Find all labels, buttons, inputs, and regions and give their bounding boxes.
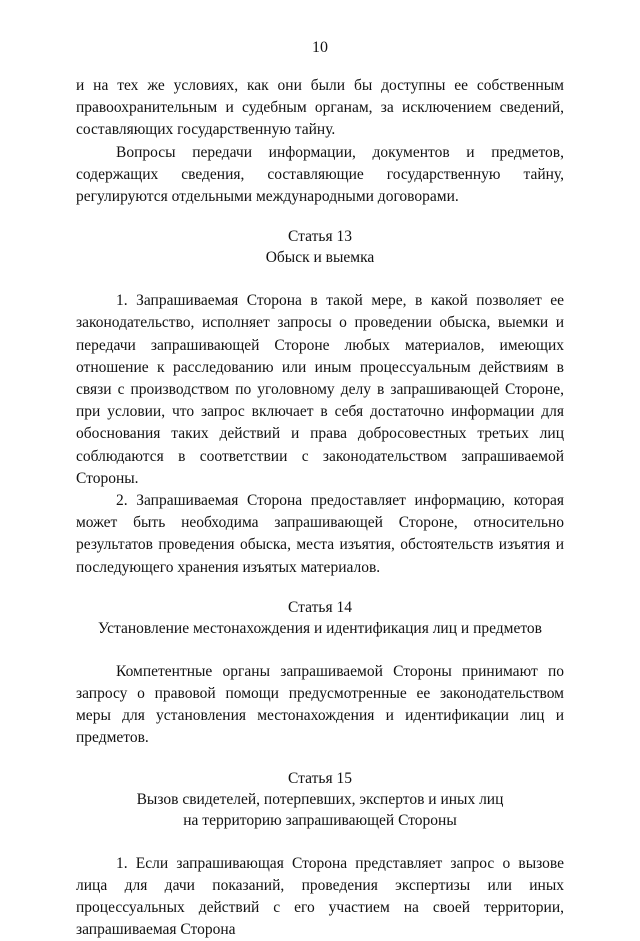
- article-14-heading: [76, 597, 564, 639]
- article-number: Статья 15: [288, 769, 352, 787]
- article-13-heading: [76, 226, 564, 268]
- paragraph: и на тех же условиях, как они были бы доступны ее собственным правоохранительным и судебным органам, за исключением сведений, составляющих государственную тайну.: [76, 77, 564, 139]
- paragraph: Вопросы передачи информации, документов и предметов, содержащих сведения, составляющие государственную тайну, регулируются отдельными международными договорами.: [76, 143, 564, 206]
- article-title: на территорию запрашивающей Стороны: [183, 811, 457, 829]
- paragraph: Компетентные органы запрашиваемой Стороны принимают по запросу о правовой помощи предусмотренные ее законодательством меры для установления местонахождения и идентификации лиц и предметов.: [76, 662, 564, 747]
- article-number: Статья 14: [288, 598, 352, 616]
- document-page: [76, 38, 564, 941]
- paragraph: 2. Запрашиваемая Сторона предоставляет информацию, которая может быть необходима запрашивающей Стороне, относительно результатов проведения обыска, места изъятия, обстоятельств изъятия и последующего хранения изъятых материалов.: [76, 492, 564, 576]
- article-15-heading: [76, 768, 564, 831]
- paragraph: 1. Если запрашивающая Сторона представляет запрос о вызове лица для дачи показаний, проведения экспертизы или иных процессуальных действий с его участием на своей территории, запрашиваемая Сторона: [76, 854, 564, 939]
- paragraph: 1. Запрашиваемая Сторона в такой мере, в какой позволяет ее законодательство, исполняет запросы о проведении обыска, выемки и передачи запрашивающей Стороне любых материалов, имеющих отношение к расследованию или иным процессуальным действиям в связи с производством по уголовному делу в запрашивающей Стороне, при условии, что запрос включает в себя достаточно информации для обоснования таких действий и права добросовестных третьих лиц соблюдаются в соответствии с законодательством запрашиваемой Стороны.: [76, 292, 564, 487]
- page-number: 10: [312, 39, 328, 56]
- article-number: Статья 13: [288, 228, 352, 246]
- article-title: Вызов свидетелей, потерпевших, экспертов и иных лиц: [136, 790, 504, 808]
- article-title: Установление местонахождения и идентификация лиц и предметов: [98, 619, 542, 637]
- article-title: Обыск и выемка: [265, 249, 375, 267]
